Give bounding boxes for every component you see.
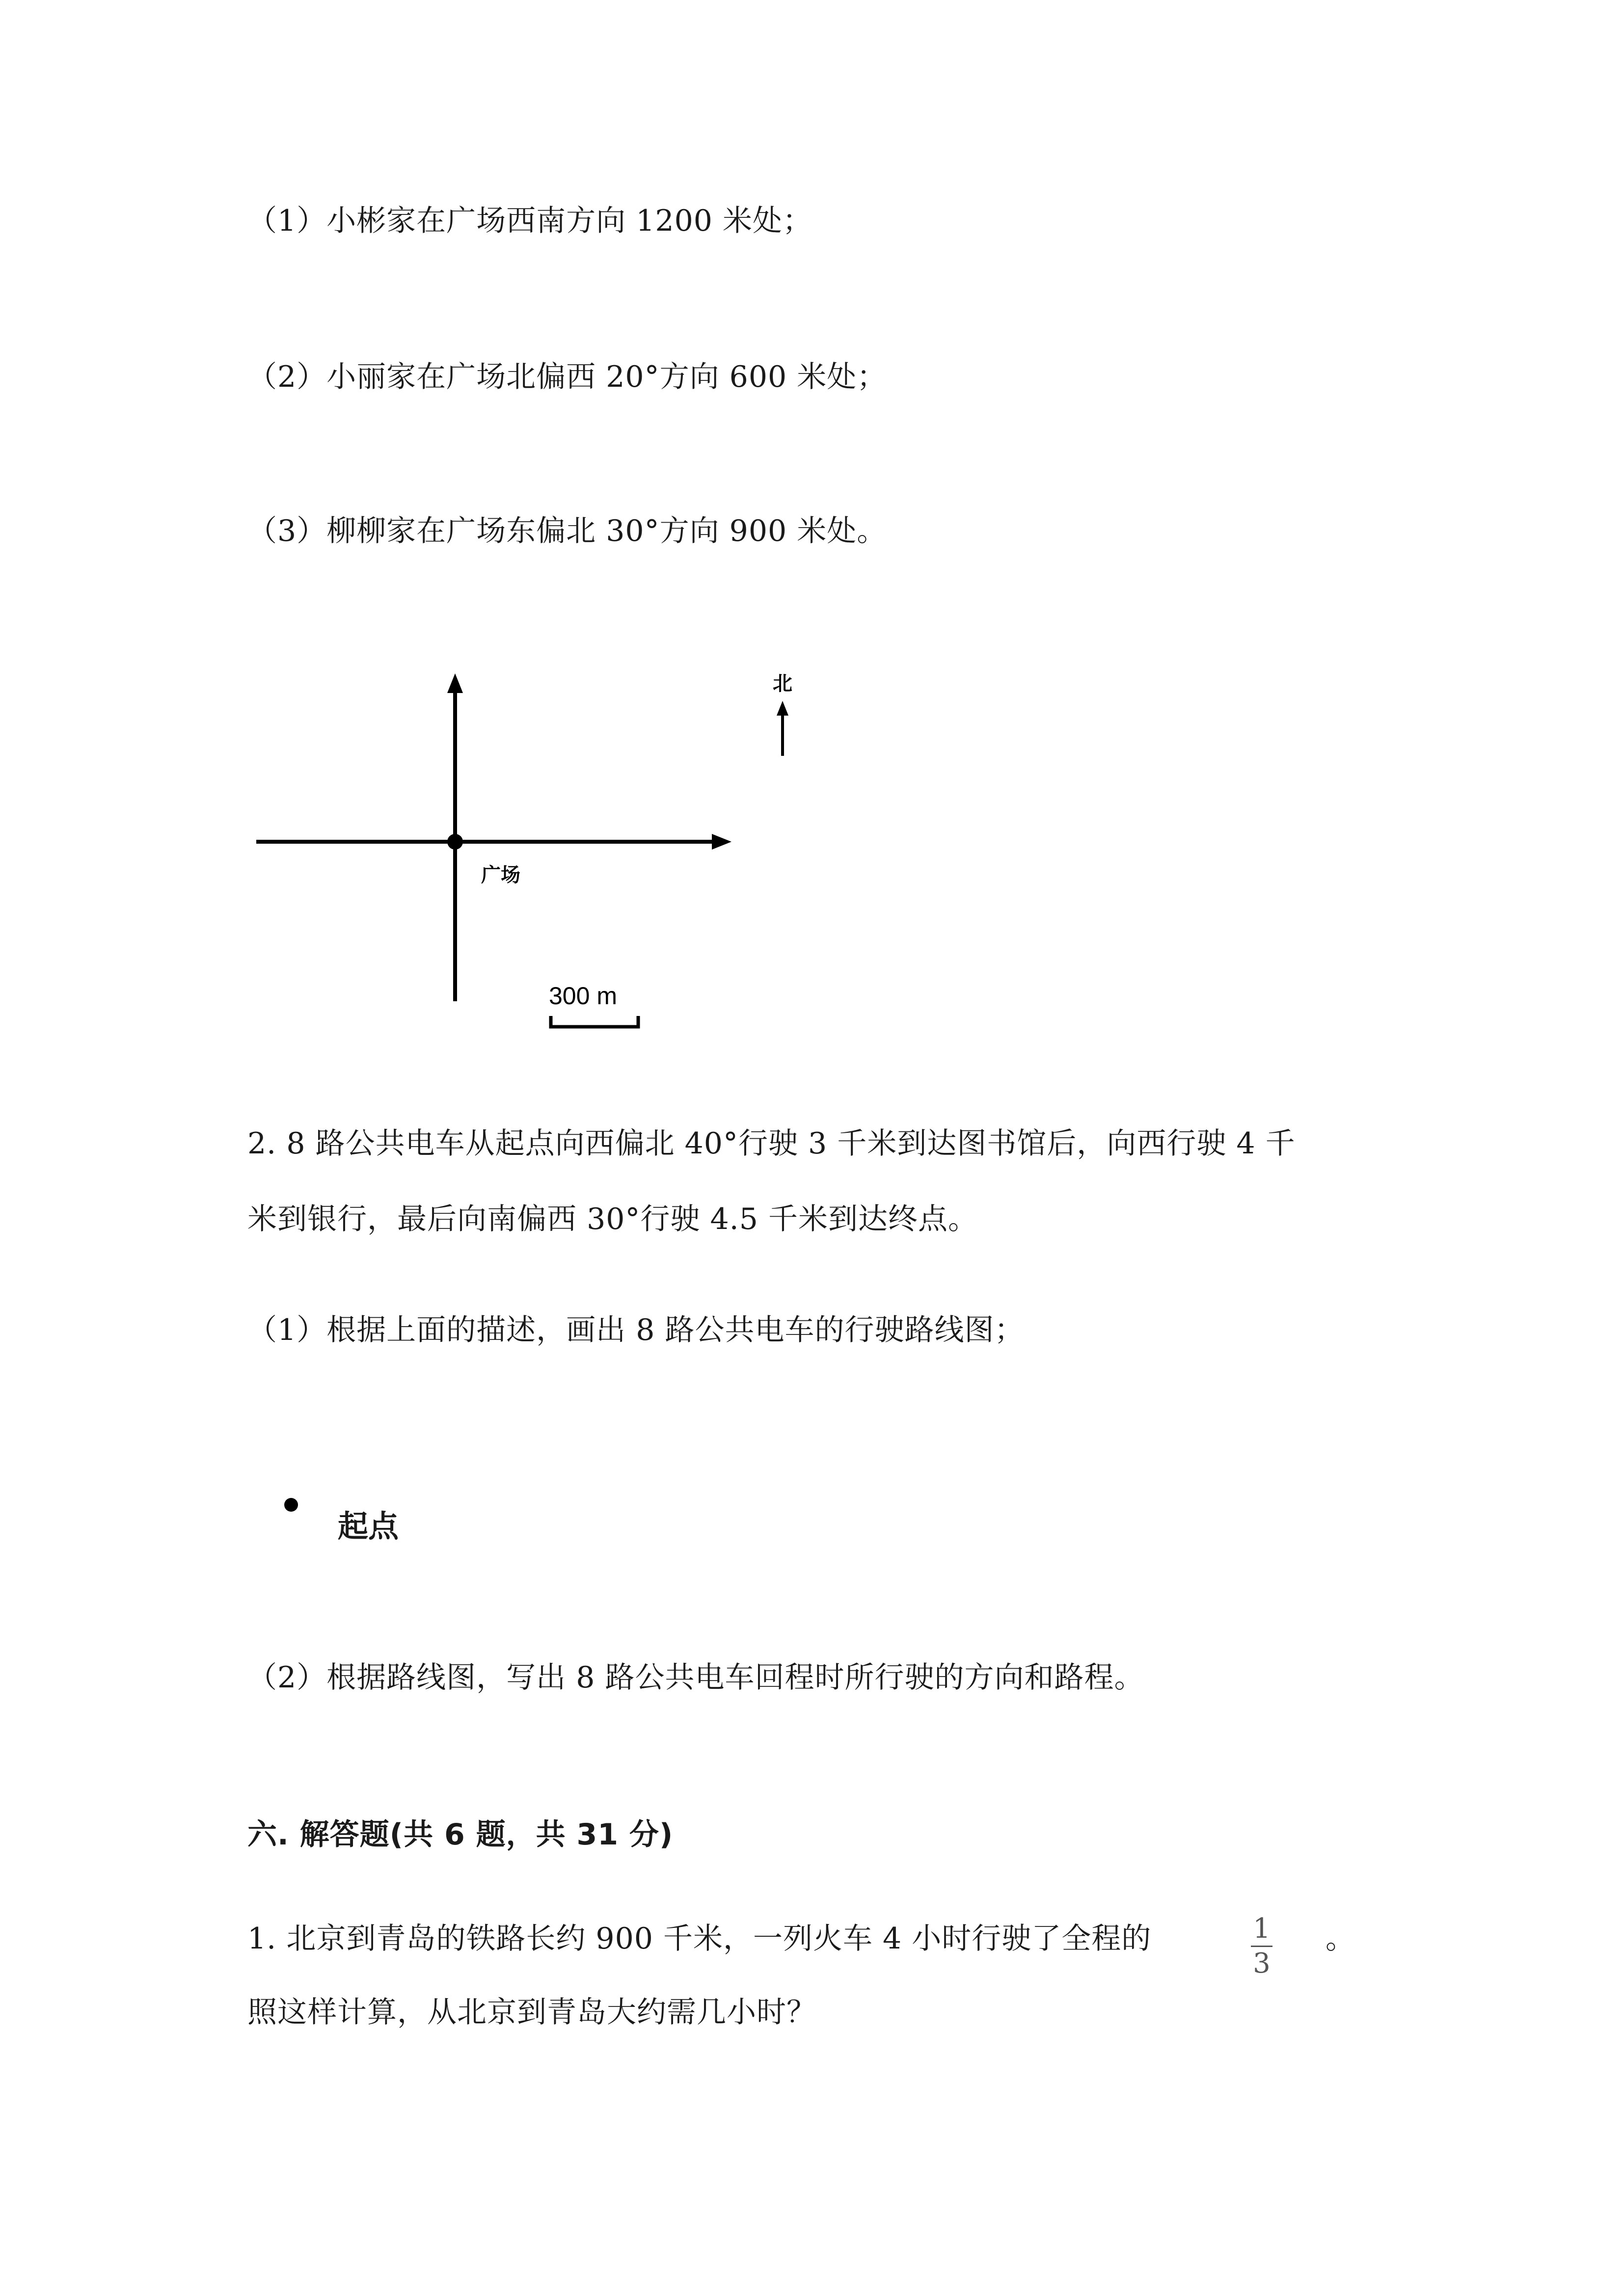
horizontal-axis-arrowhead	[712, 834, 731, 850]
q2-text-line2: 米到银行，最后向南偏西 30°行驶 4.5 千米到达终点。	[247, 1202, 978, 1236]
q1-item-1: （1）小彬家在广场西南方向 1200 米处；	[247, 204, 813, 238]
fraction-numerator: 1	[1253, 1913, 1271, 1945]
q1-item-2: （2）小丽家在广场北偏西 20°方向 600 米处；	[247, 360, 887, 394]
plaza-label: 广场	[481, 864, 520, 886]
q2-sub2: （2）根据路线图，写出 8 路公共电车回程时所行驶的方向和路程。	[247, 1660, 1144, 1695]
start-point	[284, 1498, 298, 1512]
s6-q1-line2: 照这样计算，从北京到青岛大约需几小时？	[247, 1995, 816, 2029]
north-indicator-arrowhead	[777, 701, 788, 716]
north-label: 北	[773, 672, 792, 695]
s6-q1-period: 。	[1326, 1922, 1355, 1956]
section-heading: 六. 解答题(共 6 题，共 31 分)	[247, 1817, 674, 1852]
start-label: 起点	[338, 1508, 399, 1544]
q2-text-line1: 2. 8 路公共电车从起点向西偏北 40°行驶 3 千米到达图书馆后，向西行驶 4 千	[247, 1126, 1296, 1161]
q2-sub1: （1）根据上面的描述，画出 8 路公共电车的行驶路线图；	[247, 1313, 1025, 1347]
fraction-denominator: 3	[1253, 1948, 1271, 1979]
scale-bar	[551, 1016, 638, 1027]
plaza-point	[447, 834, 463, 850]
s6-q1-line1: 1. 北京到青岛的铁路长约 900 千米，一列火车 4 小时行驶了全程的	[247, 1922, 1152, 1956]
vertical-axis-arrowhead	[447, 673, 463, 693]
scale-label: 300 m	[549, 982, 617, 1010]
fraction-one-third	[1251, 1914, 1272, 1978]
fraction-bar	[1251, 1946, 1272, 1947]
q1-item-3: （3）柳柳家在广场东偏北 30°方向 900 米处。	[247, 514, 887, 548]
direction-diagram	[0, 0, 1624, 1080]
